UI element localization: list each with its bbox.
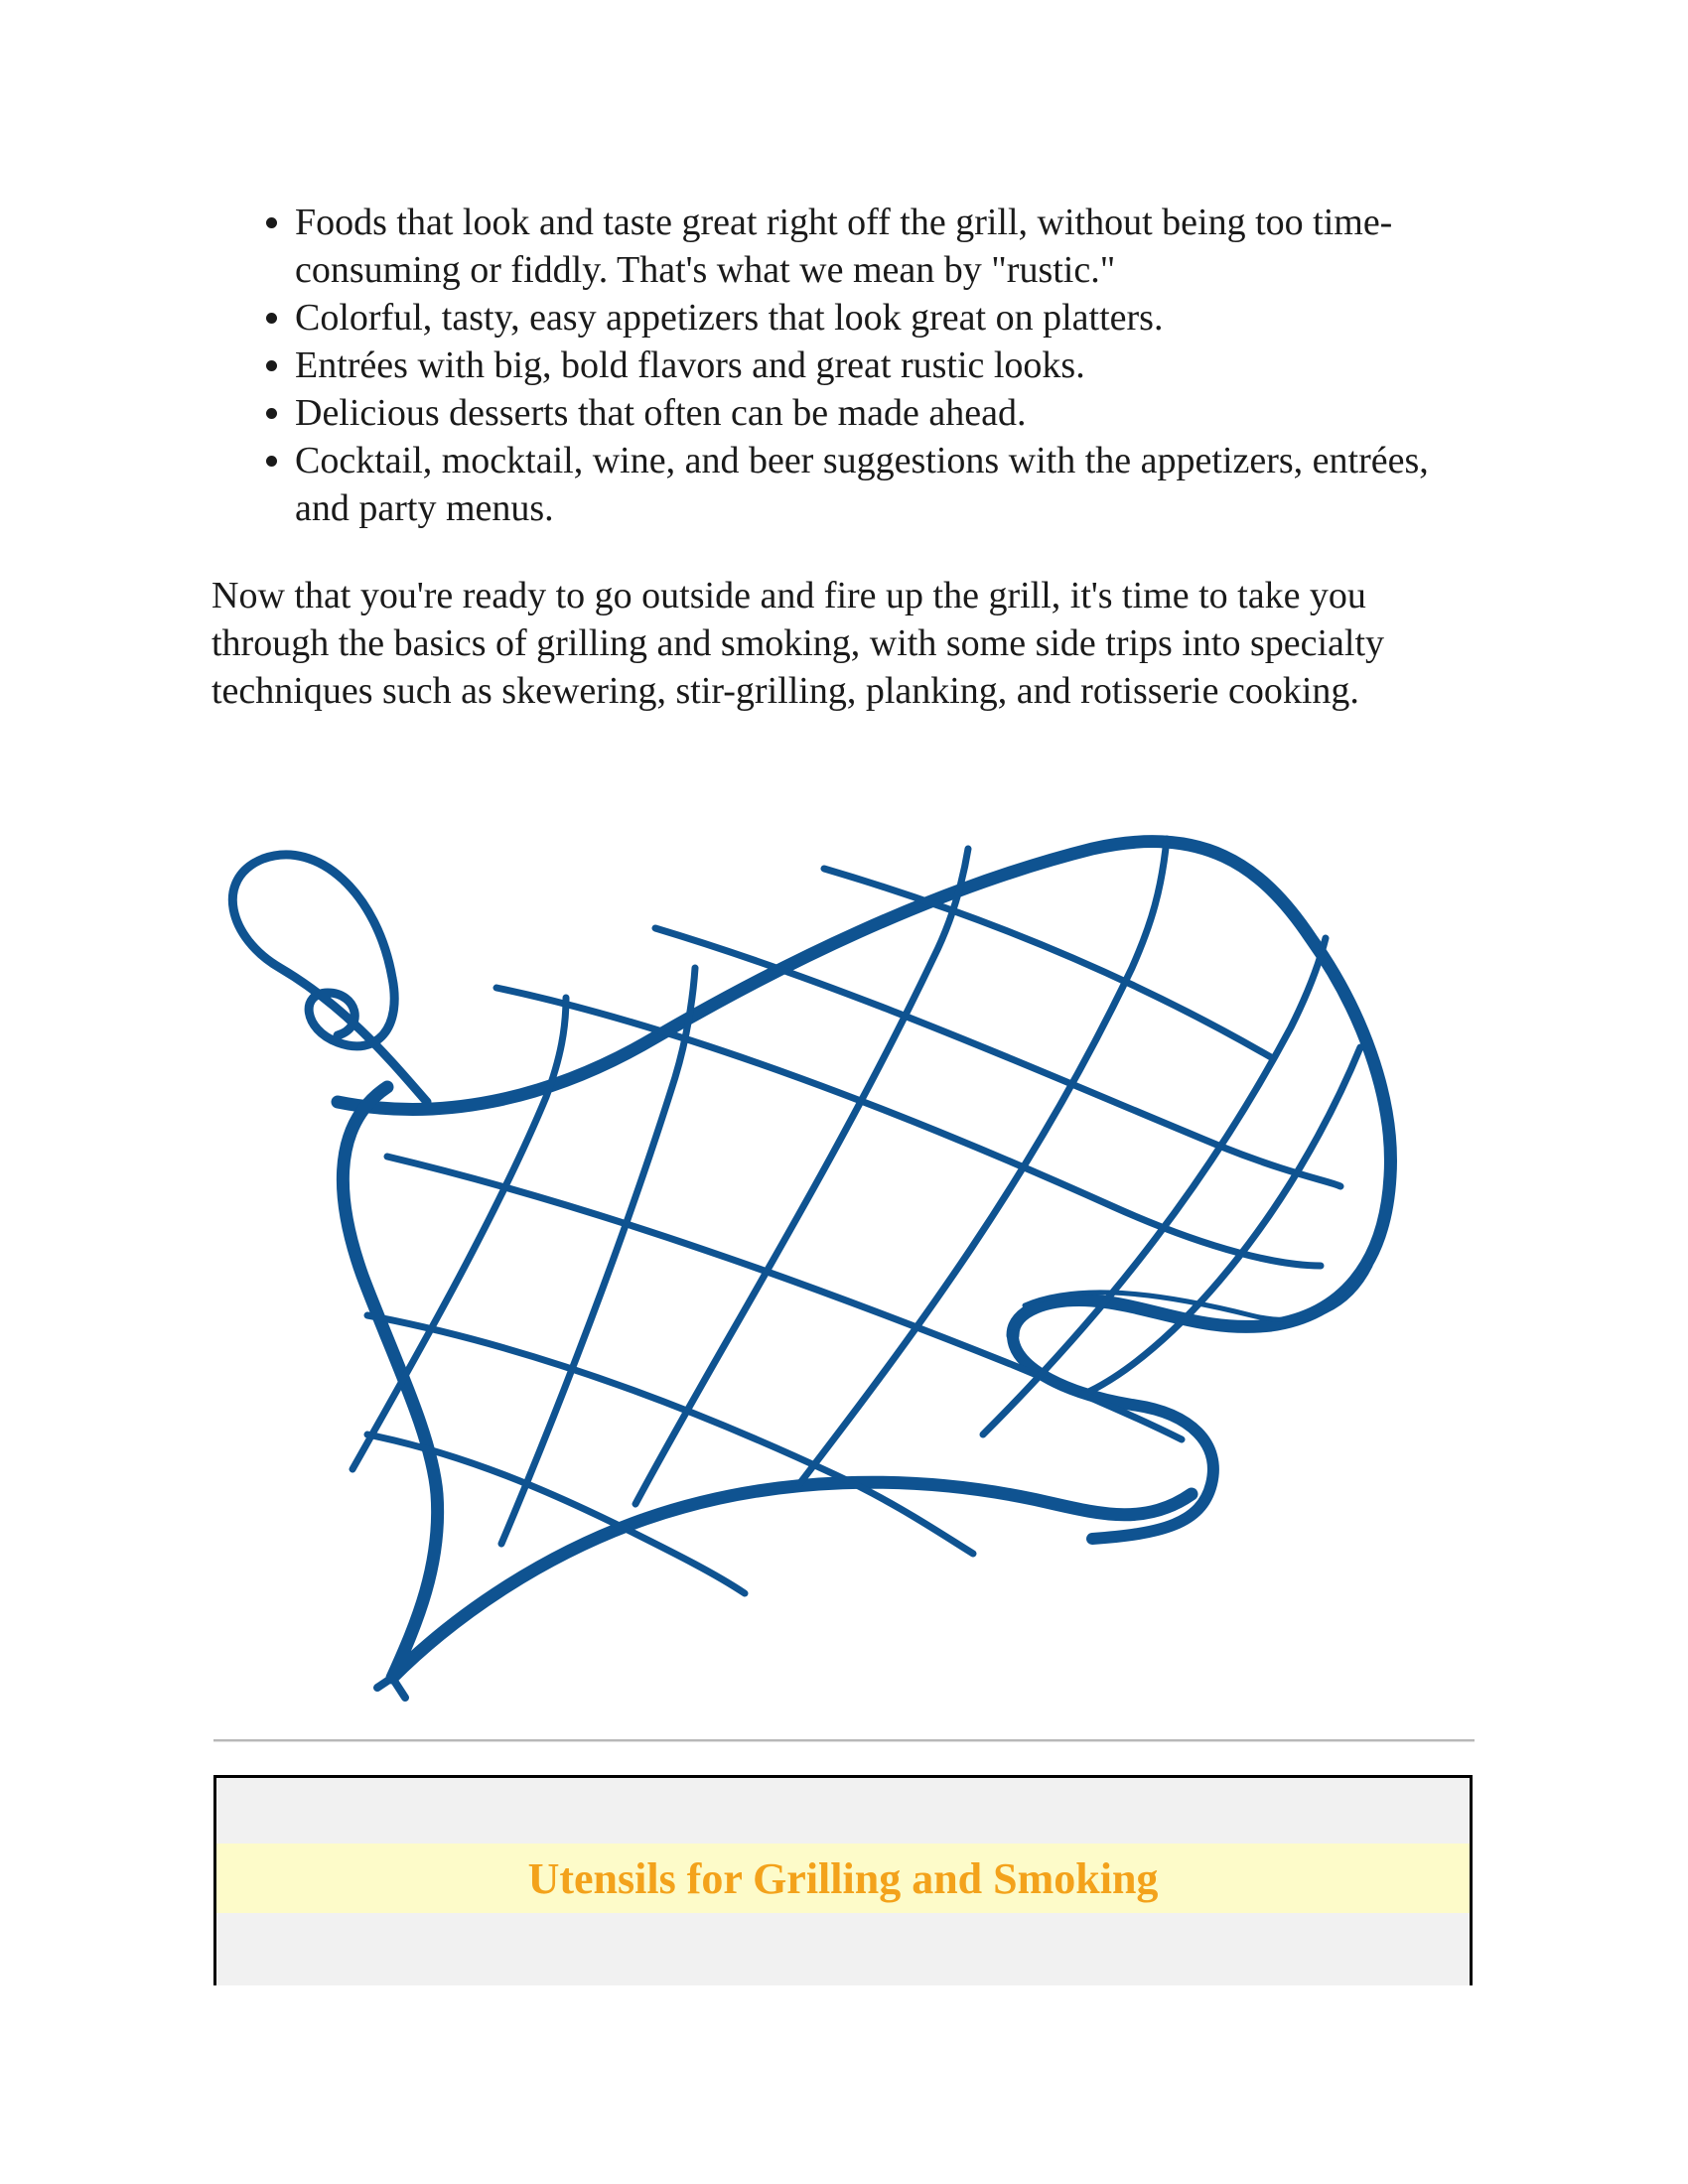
mitt-cuff-tip <box>377 1678 405 1698</box>
utensils-heading: Utensils for Grilling and Smoking <box>527 1853 1159 1903</box>
mitt-hanging-loop <box>232 855 427 1102</box>
page-bottom-margin <box>0 1985 1688 2184</box>
list-item: • Delicious desserts that often can be made ahead. <box>295 389 1477 437</box>
list-item: • Foods that look and taste great right off the grill, without being too time-consuming or fiddly. That's what we mean by "rustic." <box>295 199 1477 294</box>
utensils-title-band <box>216 1843 1470 1913</box>
mitt-grid-horizontal <box>367 869 1340 1593</box>
list-item: • Colorful, tasty, easy appetizers that look great on platters. <box>295 294 1477 341</box>
list-item: • Cocktail, mocktail, wine, and beer suggestions with the appetizers, entrées, and party menus. <box>295 437 1477 532</box>
horizontal-divider <box>213 1739 1475 1742</box>
mitt-thumb-crease <box>1025 1266 1370 1319</box>
page-content <box>211 199 1477 715</box>
list-item: • Entrées with big, bold flavors and great rustic looks. <box>295 341 1477 389</box>
feature-list <box>211 199 1477 532</box>
grill-mitt-icon <box>218 799 1479 1722</box>
intro-paragraph: Now that you're ready to go outside and fire up the grill, it's time to take you through the basics of grilling and smoking, with some side trips into specialty techniques such as skewering, stir-grilling, planking, and rotisserie cooking. <box>211 575 1385 712</box>
